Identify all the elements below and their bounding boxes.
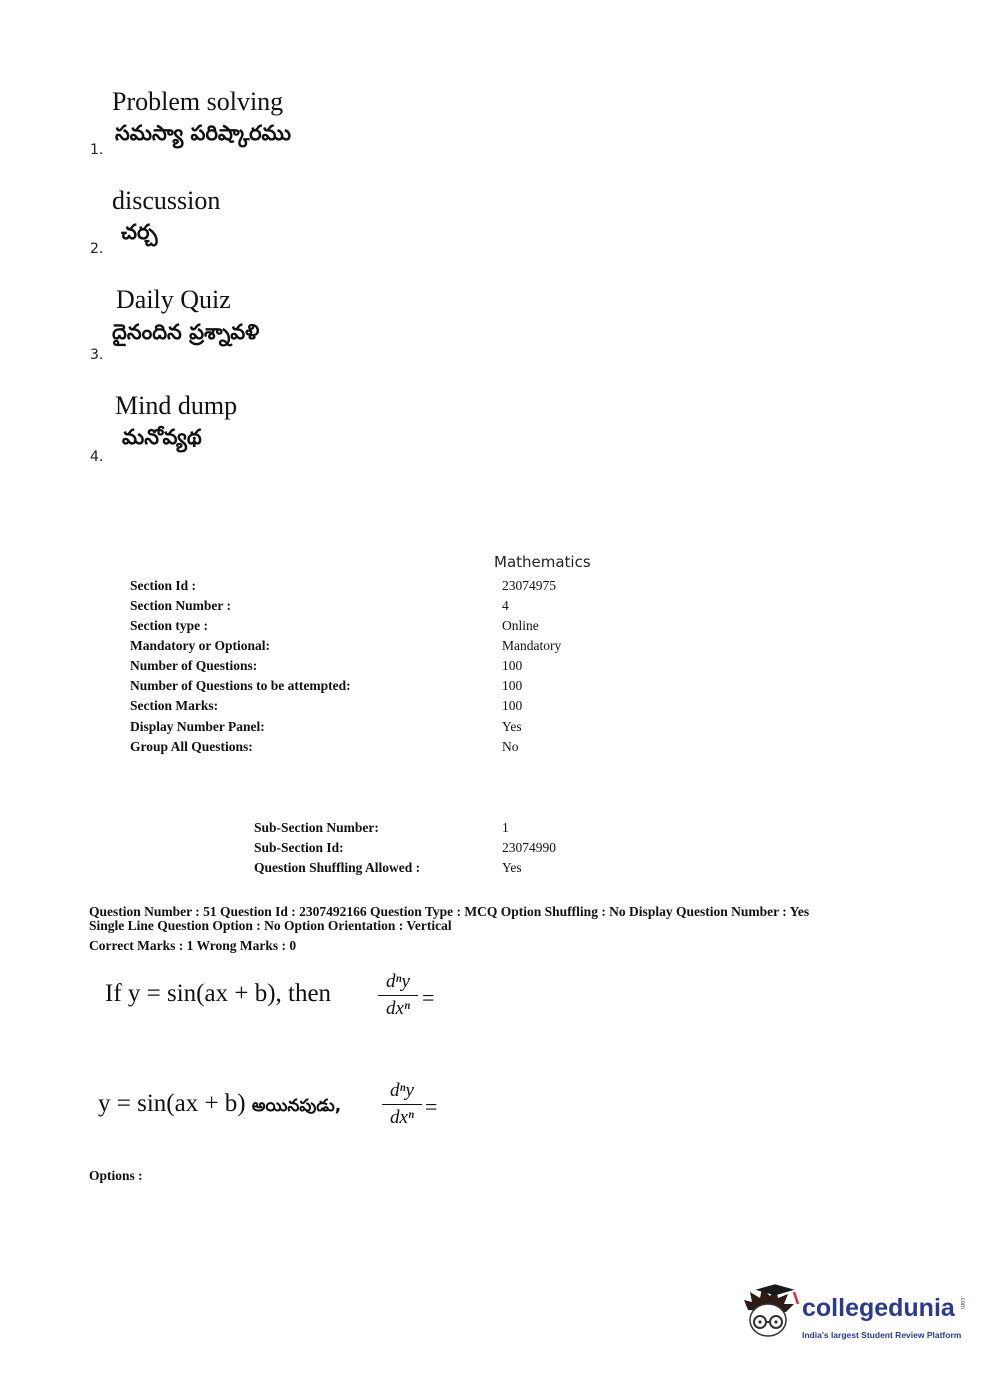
- subsection-value: 1: [502, 820, 509, 835]
- question-marks: Correct Marks : 1 Wrong Marks : 0: [89, 938, 297, 953]
- subsection-label: Sub-Section Number:: [254, 820, 379, 835]
- section-value: 100: [502, 678, 523, 693]
- option-3-english: Daily Quiz: [116, 285, 231, 314]
- fraction-numerator: dⁿy: [386, 971, 410, 992]
- fraction-denominator: dxⁿ: [390, 1107, 414, 1128]
- option-1-english: Problem solving: [112, 87, 284, 116]
- telugu-phrase: అయినపుడు,: [251, 1096, 342, 1116]
- collegedunia-logo: [740, 1282, 970, 1352]
- subsection-label: Sub-Section Id:: [254, 840, 344, 855]
- question-text-telugu: [98, 1090, 341, 1120]
- subsection-value: 23074990: [502, 840, 556, 855]
- option-4-english: Mind dump: [115, 391, 238, 420]
- brand-tagline: India's largest Student Review Platform: [802, 1330, 962, 1340]
- mascot-icon: [740, 1282, 800, 1350]
- fraction-bar: [378, 995, 418, 996]
- section-label: Number of Questions to be attempted:: [130, 678, 351, 693]
- section-label: Section Number :: [130, 598, 231, 613]
- option-3-telugu: దైనందిన ప్రశ్నావళి: [112, 320, 260, 344]
- brand-name: collegedunia: [802, 1294, 955, 1322]
- question-text-english: If y = sin(ax + b), then: [105, 980, 332, 1007]
- section-label: Section type :: [130, 618, 208, 633]
- option-2-english: discussion: [112, 186, 221, 215]
- question-meta-line-2: Single Line Question Option : No Option Orientation : Vertical: [89, 918, 452, 933]
- derivative-fraction-telugu: [382, 1080, 422, 1129]
- option-1-telugu: సమస్యా పరిష్కారము: [115, 121, 292, 145]
- option-1-number: 1.: [90, 142, 104, 158]
- section-label: Group All Questions:: [130, 739, 253, 754]
- subsection-label: Question Shuffling Allowed :: [254, 860, 421, 875]
- option-3-number: 3.: [90, 347, 104, 363]
- section-value: 100: [502, 658, 523, 673]
- section-value: 23074975: [502, 578, 556, 593]
- derivative-fraction-english: [378, 971, 418, 1020]
- equals-sign: =: [425, 1094, 438, 1119]
- section-label: Number of Questions:: [130, 658, 258, 673]
- options-label: Options :: [89, 1168, 143, 1183]
- section-value: 100: [502, 698, 523, 713]
- brand-domain: .com: [959, 1296, 965, 1310]
- option-4-number: 4.: [90, 449, 104, 465]
- section-title: Mathematics: [494, 553, 591, 571]
- option-4-telugu: మనోవ్యథ: [122, 425, 202, 449]
- fraction-bar: [382, 1104, 422, 1105]
- fraction-numerator: dⁿy: [390, 1080, 414, 1101]
- equals-sign: =: [422, 985, 435, 1010]
- section-label: Section Id :: [130, 578, 197, 593]
- section-value: 4: [502, 598, 509, 613]
- section-value: No: [502, 739, 519, 754]
- section-label: Section Marks:: [130, 698, 219, 713]
- question-expression: y = sin(ax + b): [98, 1090, 246, 1117]
- section-value: Yes: [502, 719, 522, 734]
- fraction-denominator: dxⁿ: [386, 998, 410, 1019]
- section-label: Mandatory or Optional:: [130, 638, 271, 653]
- section-value: Mandatory: [502, 638, 562, 653]
- section-value: Online: [502, 618, 539, 633]
- question-meta-line-1: Question Number : 51 Question Id : 2307492166 Question Type : MCQ Option Shuffling : No Display Question Number : Yes: [89, 904, 810, 919]
- subsection-value: Yes: [502, 860, 522, 875]
- section-label: Display Number Panel:: [130, 719, 265, 734]
- option-2-number: 2.: [90, 241, 104, 257]
- option-2-telugu: చర్చ: [121, 220, 158, 244]
